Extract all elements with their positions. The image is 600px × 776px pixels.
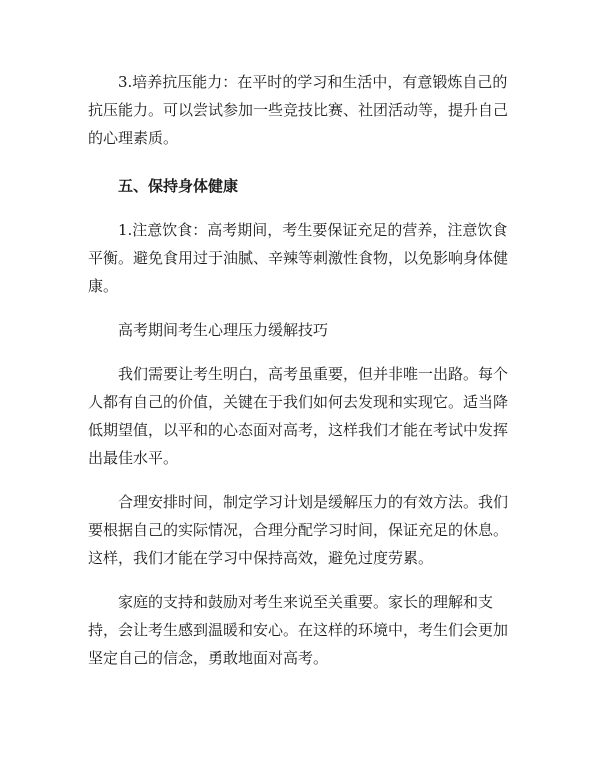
paragraph-stress-resistance: 3.培养抗压能力：在平时的学习和生活中，有意锻炼自己的抗压能力。可以尝试参加一些竞技比赛、社团活动等，提升自己的心理素质。 <box>88 73 509 147</box>
section-heading-health: 五、保持身体健康 <box>118 177 239 195</box>
spacer <box>88 344 512 360</box>
article-subtitle: 高考期间考生心理压力缓解技巧 <box>118 321 329 339</box>
spacer <box>88 300 512 316</box>
paragraph-time-planning: 合理安排时间，制定学习计划是缓解压力的有效方法。我们要根据自己的实际情况，合理分配学习时间，保证充足的休息。这样，我们才能在学习中保持高效，避免过度劳累。 <box>88 493 509 567</box>
paragraph-expectation: 我们需要让考生明白，高考虽重要，但并非唯一出路。每个人都有自己的价值，关键在于我们如何去发现和实现它。适当降低期望值，以平和的心态面对高考，这样我们才能在考试中发挥出最佳水平。 <box>88 365 509 467</box>
spacer <box>88 152 512 172</box>
spacer <box>88 200 512 216</box>
paragraph-diet: 1.注意饮食：高考期间，考生要保证充足的营养，注意饮食平衡。避免食用过于油腻、辛辣等刺激性食物，以免影响身体健康。 <box>88 221 509 295</box>
spacer <box>88 572 512 588</box>
document-page <box>88 68 512 672</box>
spacer <box>88 472 512 488</box>
paragraph-family-support: 家庭的支持和鼓励对考生来说至关重要。家长的理解和支持，会让考生感到温暖和安心。在这样的环境中，考生们会更加坚定自己的信念，勇敢地面对高考。 <box>88 593 509 667</box>
